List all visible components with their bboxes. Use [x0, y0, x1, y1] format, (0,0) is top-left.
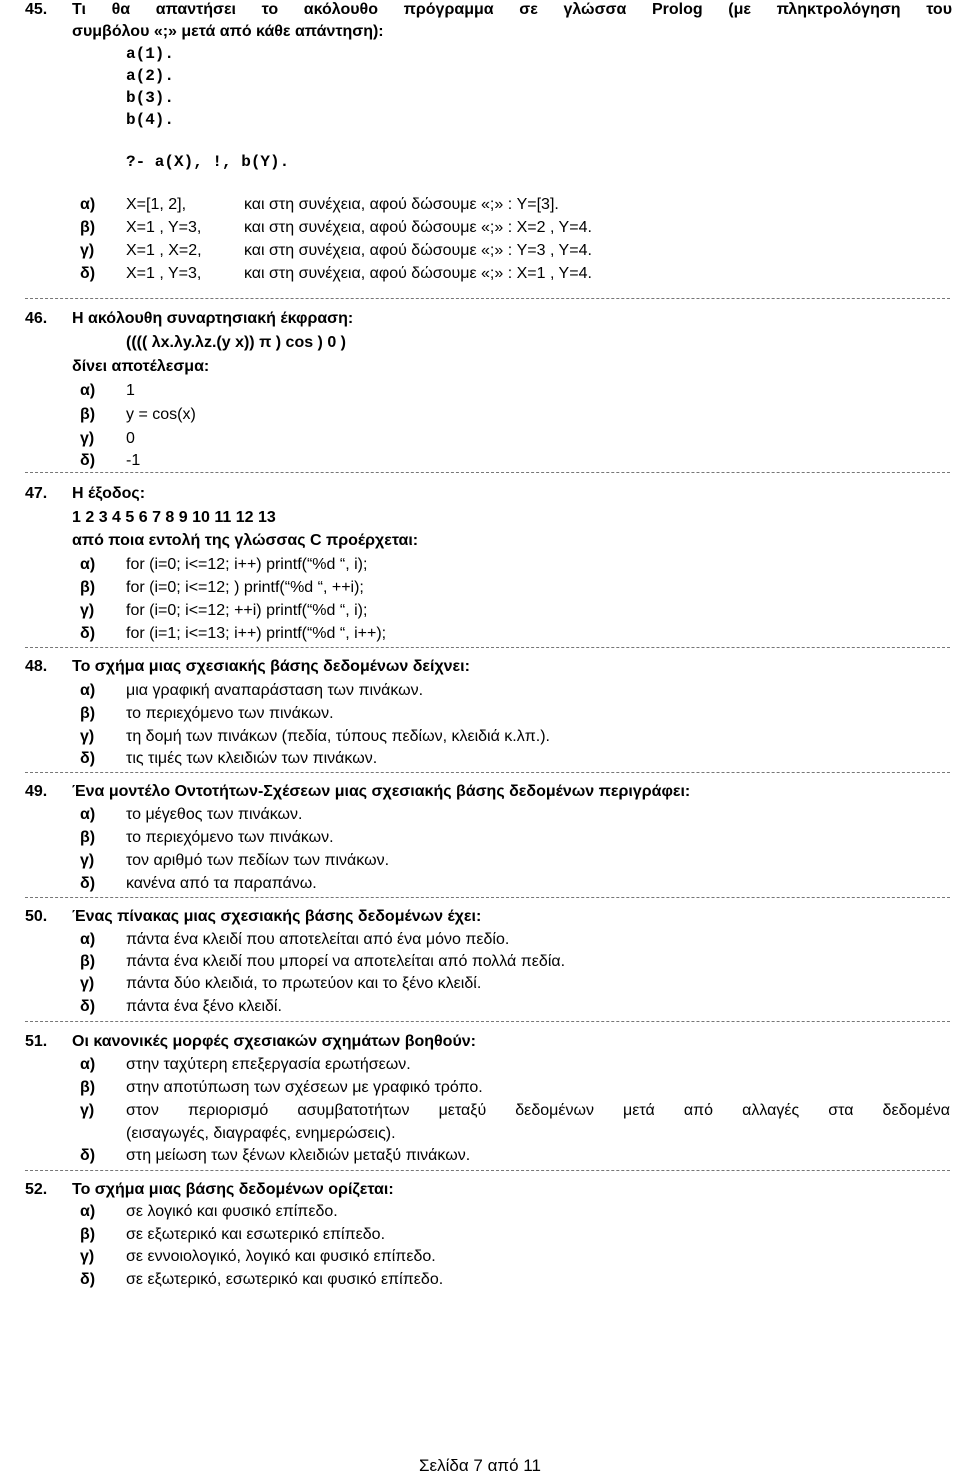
option-label: γ) [80, 602, 95, 619]
separator [25, 772, 950, 773]
option-text: το περιεχόμενο των πινάκων. [126, 829, 334, 846]
option-text: πάντα ένα κλειδί που αποτελείται από ένα μόνο πεδίο. [126, 931, 510, 948]
option-label: δ) [80, 875, 96, 892]
question-text: Ένα μοντέλο Οντοτήτων-Σχέσεων μιας σχεσιακής βάσης δεδομένων περιγράφει: [72, 783, 691, 800]
option-label: γ) [80, 1102, 95, 1119]
option-text: το μέγεθος των πινάκων. [126, 806, 303, 823]
option-text: τις τιμές των κλειδιών των πινάκων. [126, 750, 378, 767]
question-number: 47. [25, 485, 48, 502]
option-text: πάντα ένα ξένο κλειδί. [126, 998, 282, 1015]
separator [25, 1170, 950, 1171]
option-text: πάντα ένα κλειδί που μπορεί να αποτελείται από πολλά πεδία. [126, 953, 566, 970]
option-label: α) [80, 1056, 96, 1073]
option-text: τον αριθμό των πεδίων των πινάκων. [126, 852, 390, 869]
option-text-continued: (εισαγωγές, διαγραφές, ενημερώσεις). [126, 1125, 396, 1142]
option-label: γ) [80, 242, 95, 259]
option-text: στον περιορισμό ασυμβατοτήτων μεταξύ δεδομένων μετά από αλλαγές στα δεδομένα [126, 1102, 950, 1119]
option-text: 1 [126, 382, 135, 399]
option-label: δ) [80, 625, 96, 642]
option-text: και στη συνέχεια, αφού δώσουμε «;» : Y=[3]. [244, 196, 559, 213]
option-text: σε λογικό και φυσικό επίπεδο. [126, 1203, 338, 1220]
option-text: στη μείωση των ξένων κλειδιών μεταξύ πινάκων. [126, 1147, 471, 1164]
option-text: X=[1, 2], [126, 196, 187, 213]
separator [25, 472, 950, 473]
question-text: Οι κανονικές μορφές σχεσιακών σχημάτων βοηθούν: [72, 1033, 476, 1050]
option-text: πάντα δύο κλειδιά, το πρωτεύον και το ξένο κλειδί. [126, 975, 482, 992]
option-text: σε εννοιολογικό, λογικό και φυσικό επίπεδο. [126, 1248, 436, 1265]
option-label: β) [80, 219, 96, 236]
option-label: α) [80, 806, 96, 823]
option-label: β) [80, 953, 96, 970]
question-text: συμβόλου «;» μετά από κάθε απάντηση): [72, 23, 384, 40]
option-label: δ) [80, 998, 96, 1015]
code-line: a(1). [126, 45, 175, 63]
option-text: τη δομή των πινάκων (πεδία, τύπους πεδίων, κλειδιά κ.λπ.). [126, 728, 550, 745]
option-text: 0 [126, 430, 135, 447]
option-label: γ) [80, 1248, 95, 1265]
option-label: α) [80, 382, 96, 399]
question-number: 49. [25, 783, 48, 800]
option-text: X=1 , Y=3, [126, 265, 202, 282]
option-label: α) [80, 1203, 96, 1220]
option-text: και στη συνέχεια, αφού δώσουμε «;» : Y=3 , Y=4. [244, 242, 592, 259]
option-text: for (i=0; i<=12; i++) printf(“%d “, i); [126, 556, 368, 573]
separator [25, 647, 950, 648]
option-text: X=1 , X=2, [126, 242, 202, 259]
option-label: δ) [80, 265, 96, 282]
option-text: και στη συνέχεια, αφού δώσουμε «;» : X=1 , Y=4. [244, 265, 592, 282]
question-number: 52. [25, 1181, 48, 1198]
code-line: b(4). [126, 111, 175, 129]
option-label: α) [80, 196, 96, 213]
option-text: for (i=0; i<=12; ++i) printf(“%d “, i); [126, 602, 368, 619]
option-label: β) [80, 579, 96, 596]
separator [25, 298, 950, 299]
question-text: Ένας πίνακας μιας σχεσιακής βάσης δεδομένων έχει: [72, 908, 482, 925]
question-number: 50. [25, 908, 48, 925]
code-line: b(3). [126, 89, 175, 107]
question-prompt: από ποια εντολή της γλώσσας C προέρχεται: [72, 532, 419, 549]
question-number: 48. [25, 658, 48, 675]
option-text: σε εξωτερικό, εσωτερικό και φυσικό επίπεδο. [126, 1271, 444, 1288]
option-label: γ) [80, 852, 95, 869]
page-footer: Σελίδα 7 από 11 [419, 1456, 541, 1475]
option-text: μια γραφική αναπαράσταση των πινάκων. [126, 682, 424, 699]
option-label: γ) [80, 430, 95, 447]
option-label: β) [80, 1226, 96, 1243]
option-label: δ) [80, 1147, 96, 1164]
option-label: β) [80, 406, 96, 423]
option-label: δ) [80, 750, 96, 767]
option-text: σε εξωτερικό και εσωτερικό επίπεδο. [126, 1226, 386, 1243]
question-number: 51. [25, 1033, 48, 1050]
option-label: α) [80, 556, 96, 573]
option-text: στην ταχύτερη επεξεργασία ερωτήσεων. [126, 1056, 411, 1073]
option-text: for (i=1; i<=13; i++) printf(“%d “, i++); [126, 625, 387, 642]
option-label: δ) [80, 1271, 96, 1288]
output-sequence: 1 2 3 4 5 6 7 8 9 10 11 12 13 [72, 509, 276, 526]
option-label: δ) [80, 452, 96, 469]
option-label: β) [80, 829, 96, 846]
separator [25, 897, 950, 898]
separator [25, 1021, 950, 1022]
option-text: κανένα από τα παραπάνω. [126, 875, 317, 892]
question-number: 45. [25, 1, 48, 18]
expression: (((( λx.λy.λz.(y x)) π ) cos ) 0 ) [126, 334, 346, 351]
option-label: α) [80, 682, 96, 699]
option-text: στην αποτύπωση των σχέσεων με γραφικό τρόπο. [126, 1079, 483, 1096]
option-text: X=1 , Y=3, [126, 219, 202, 236]
question-text: Η ακόλουθη συναρτησιακή έκφραση: [72, 310, 354, 327]
option-text: το περιεχόμενο των πινάκων. [126, 705, 334, 722]
option-text: for (i=0; i<=12; ) printf(“%d “, ++i); [126, 579, 364, 596]
code-line: ?- a(X), !, b(Y). [126, 153, 290, 171]
option-label: β) [80, 705, 96, 722]
question-text: Τι θα απαντήσει το ακόλουθο πρόγραμμα σε γλώσσα Prolog (με πληκτρολόγηση του [72, 1, 952, 18]
question-prompt: δίνει αποτέλεσμα: [72, 358, 210, 375]
code-line: a(2). [126, 67, 175, 85]
option-label: γ) [80, 975, 95, 992]
question-number: 46. [25, 310, 48, 327]
question-text: Η έξοδος: [72, 485, 146, 502]
option-label: β) [80, 1079, 96, 1096]
option-text: και στη συνέχεια, αφού δώσουμε «;» : X=2 , Y=4. [244, 219, 592, 236]
question-text: Το σχήμα μιας σχεσιακής βάσης δεδομένων δείχνει: [72, 658, 470, 675]
option-text: -1 [126, 452, 141, 469]
option-label: α) [80, 931, 96, 948]
option-text: y = cos(x) [126, 406, 196, 423]
question-text: Το σχήμα μιας βάσης δεδομένων ορίζεται: [72, 1181, 394, 1198]
option-label: γ) [80, 728, 95, 745]
